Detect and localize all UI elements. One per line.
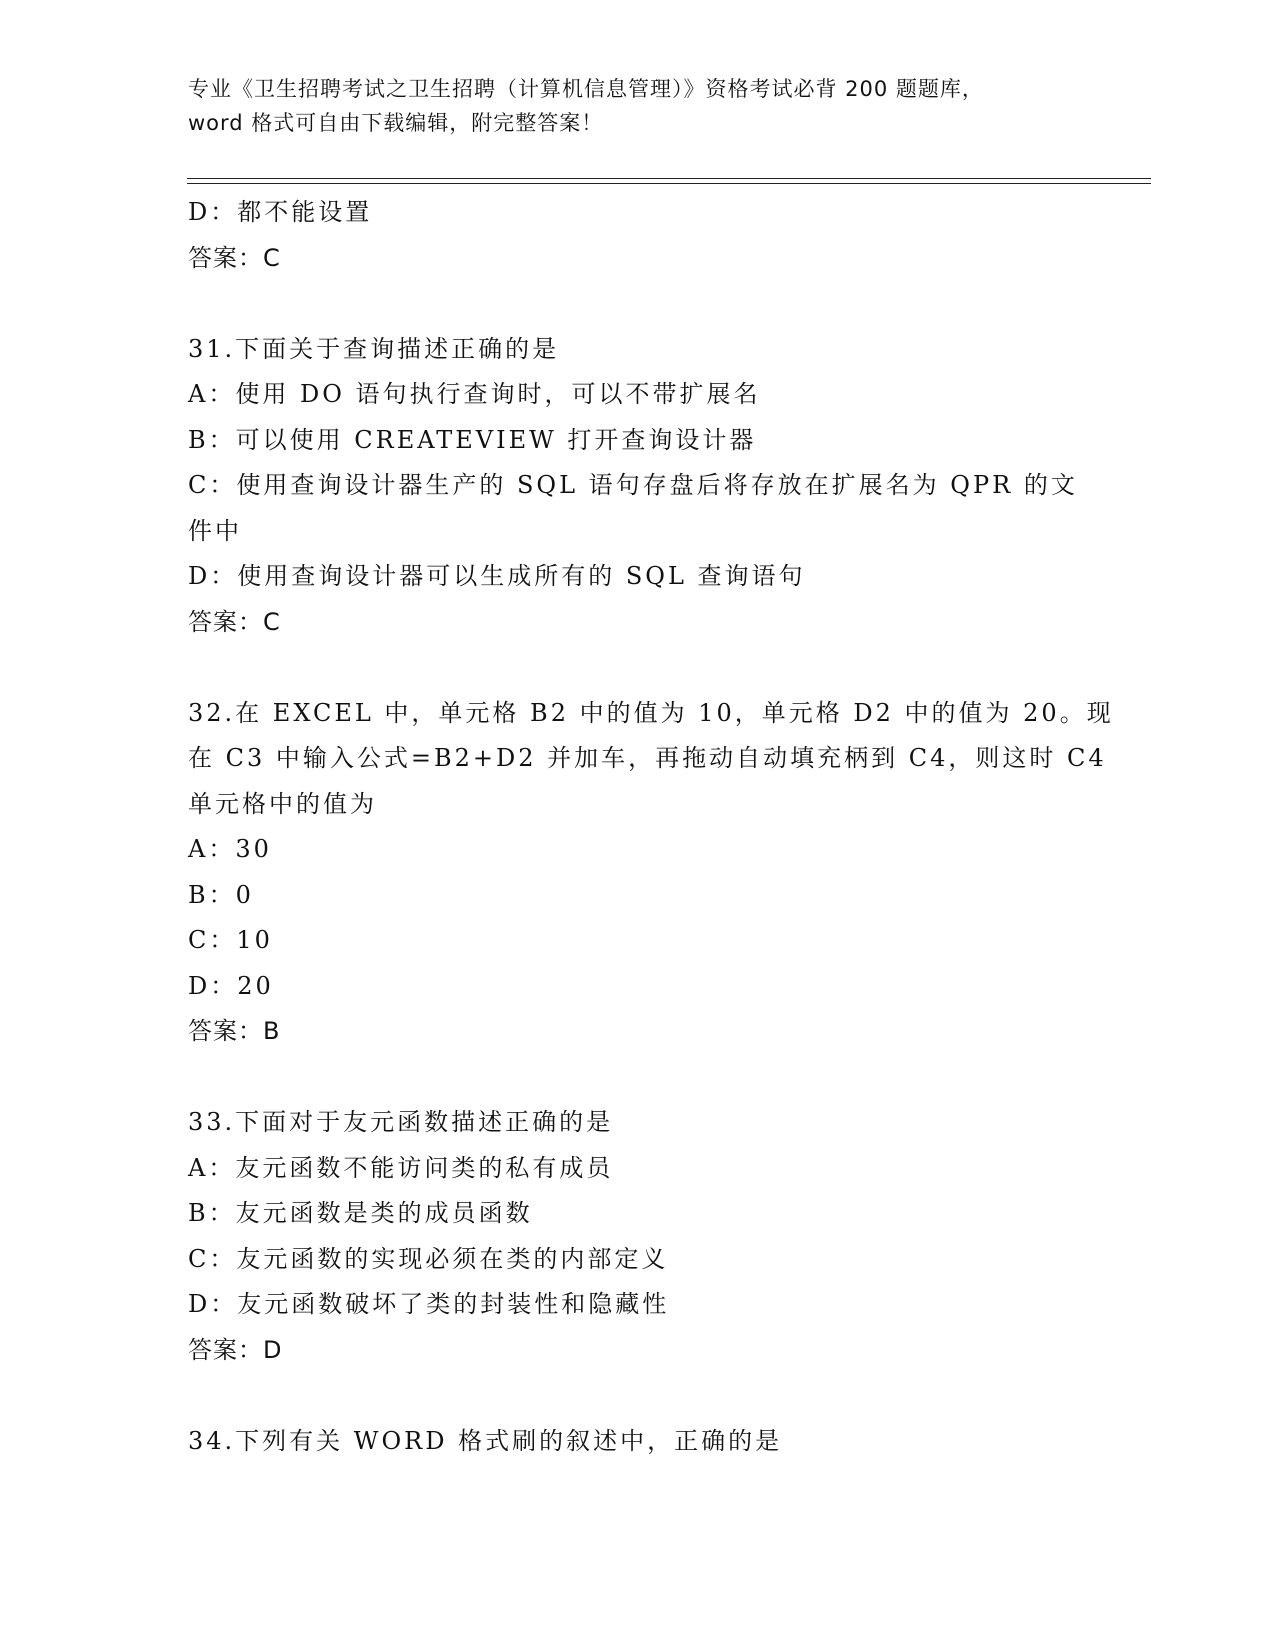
question-31-option-c-continued: 件中 — [188, 516, 242, 545]
spacer — [188, 281, 1088, 327]
question-32-option-b: B：0 — [188, 880, 254, 909]
question-31-stem: 31.下面关于查询描述正确的是 — [188, 334, 560, 363]
header-divider-bottom — [187, 183, 1151, 184]
header-title-line-1: 专业《卫生招聘考试之卫生招聘（计算机信息管理）》资格考试必背 200 题题库， — [188, 77, 984, 101]
option-d: D：都不能设置 — [188, 198, 373, 226]
spacer — [188, 1055, 1088, 1101]
question-31-option-b: B：可以使用 CREATEVIEW 打开查询设计器 — [188, 425, 757, 454]
question-34-stem: 34.下列有关 WORD 格式刷的叙述中，正确的是 — [188, 1426, 783, 1455]
spacer — [188, 1373, 1088, 1419]
question-32-answer: 答案：B — [188, 1017, 281, 1045]
question-33-option-d: D：友元函数破坏了类的封装性和隐藏性 — [188, 1290, 670, 1318]
question-32-option-a: A：30 — [188, 835, 272, 863]
question-32-stem-line-1: 32.在 EXCEL 中，单元格 B2 中的值为 10，单元格 D2 中的值为 20。现 — [188, 698, 1114, 727]
question-32-stem-line-2: 在 C3 中输入公式=B2+D2 并加车，再拖动自动填充柄到 C4，则这时 C4 — [188, 744, 1107, 772]
question-33-option-b: B：友元函数是类的成员函数 — [188, 1199, 533, 1227]
question-31-option-c: C：使用查询设计器生产的 SQL 语句存盘后将存放在扩展名为 QPR 的文 — [188, 471, 1078, 499]
question-32-stem-line-3: 单元格中的值为 — [188, 789, 377, 818]
header-title-line-2: word 格式可自由下载编辑，附完整答案！ — [188, 111, 604, 135]
question-32-option-c: C：10 — [188, 926, 273, 954]
question-31-answer: 答案：C — [188, 607, 281, 636]
question-33-answer: 答案：D — [188, 1335, 283, 1364]
question-32-option-d: D：20 — [188, 971, 274, 1000]
question-31-option-a: A：使用 DO 语句执行查询时，可以不带扩展名 — [188, 380, 761, 408]
answer-line: 答案：C — [188, 243, 281, 272]
question-33-option-a: A：友元函数不能访问类的私有成员 — [188, 1153, 614, 1182]
document-header — [188, 72, 1088, 140]
header-divider-top — [187, 178, 1151, 179]
question-33-option-c: C：友元函数的实现必须在类的内部定义 — [188, 1244, 669, 1273]
question-33-stem: 33.下面对于友元函数描述正确的是 — [188, 1108, 614, 1136]
question-content — [188, 190, 1114, 1464]
question-31-option-d: D：使用查询设计器可以生成所有的 SQL 查询语句 — [188, 562, 806, 590]
spacer — [188, 645, 1088, 691]
